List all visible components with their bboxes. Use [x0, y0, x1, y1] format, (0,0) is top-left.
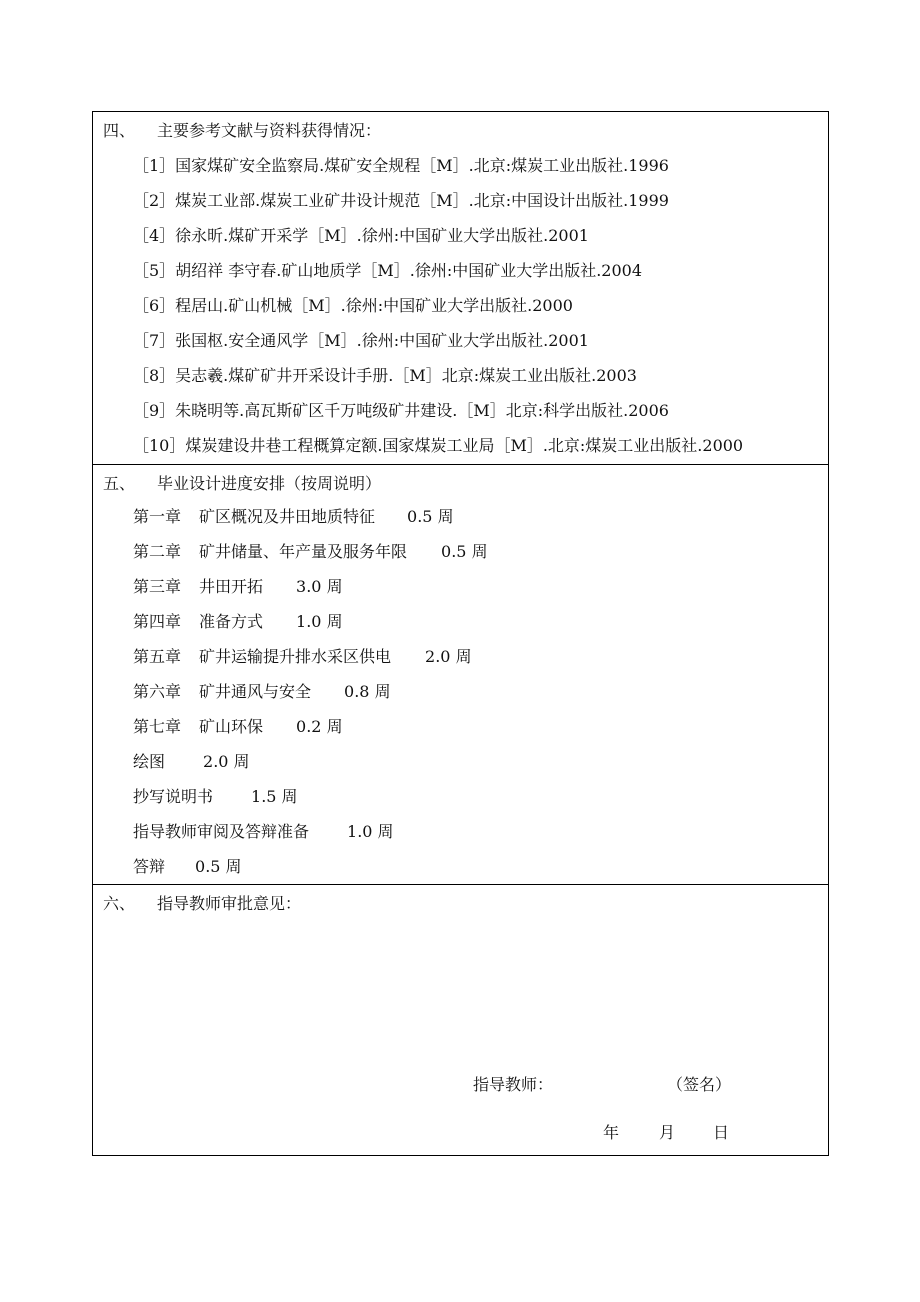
schedule-item [133, 682, 391, 702]
reference-item: ［7］张国枢.安全通风学［M］.徐州:中国矿业大学出版社.2001 [133, 331, 589, 350]
month-label: 月 [659, 1123, 676, 1142]
task-name: 抄写说明书 [133, 787, 214, 806]
section-heading [103, 474, 381, 494]
chapter-name: 矿井储量、年产量及服务年限 [199, 542, 408, 561]
chapter-duration: 0.8 周 [344, 682, 391, 701]
day-label: 日 [713, 1123, 730, 1142]
chapter-duration: 0.5 周 [441, 542, 488, 561]
schedule-item [133, 717, 343, 737]
section-heading [103, 121, 381, 141]
reference-item: ［8］吴志羲.煤矿矿井开采设计手册.［M］北京:煤炭工业出版社.2003 [133, 366, 637, 385]
schedule-item [133, 577, 343, 597]
chapter-duration: 2.0 周 [425, 647, 472, 666]
reference-item: ［6］程居山.矿山机械［M］.徐州:中国矿业大学出版社.2000 [133, 296, 573, 315]
schedule-item [133, 752, 250, 772]
section-number: 四、 [103, 121, 136, 140]
advisor-label: 指导教师： [473, 1075, 554, 1094]
reference-item: ［9］朱晓明等.高瓦斯矿区千万吨级矿井建设.［M］北京:科学出版社.2006 [133, 401, 669, 420]
schedule-item [133, 857, 242, 877]
schedule-item [133, 612, 343, 632]
task-form-table [92, 111, 829, 1156]
task-duration: 1.5 周 [251, 787, 298, 806]
schedule-item [133, 507, 454, 527]
approval-section [93, 884, 828, 1155]
section-title: 指导教师审批意见： [157, 894, 302, 913]
chapter-name: 准备方式 [199, 612, 264, 631]
task-name: 绘图 [133, 752, 166, 771]
signature-label: （签名） [667, 1075, 732, 1094]
section-title: 主要参考文献与资料获得情况： [157, 121, 382, 140]
reference-item: ［10］煤炭建设井巷工程概算定额.国家煤炭工业局［M］.北京:煤炭工业出版社.2000 [133, 436, 744, 455]
chapter-name: 矿区概况及井田地质特征 [199, 507, 376, 526]
reference-item: ［5］胡绍祥 李守春.矿山地质学［M］.徐州:中国矿业大学出版社.2004 [133, 261, 643, 280]
chapter-duration: 0.5 周 [407, 507, 454, 526]
reference-item: ［1］国家煤矿安全监察局.煤矿安全规程［M］.北京:煤炭工业出版社.1996 [133, 156, 669, 175]
chapter-label: 第一章 [133, 507, 182, 526]
reference-item: ［2］煤炭工业部.煤炭工业矿井设计规范［M］.北京:中国设计出版社.1999 [133, 191, 669, 210]
chapter-label: 第四章 [133, 612, 182, 631]
chapter-label: 第五章 [133, 647, 182, 666]
chapter-name: 矿井通风与安全 [199, 682, 312, 701]
task-duration: 1.0 周 [347, 822, 394, 841]
chapter-label: 第二章 [133, 542, 182, 561]
chapter-name: 矿井运输提升排水采区供电 [199, 647, 392, 666]
chapter-name: 矿山环保 [199, 717, 264, 736]
task-duration: 0.5 周 [195, 857, 242, 876]
section-number: 五、 [103, 474, 136, 493]
reference-item: ［4］徐永昕.煤矿开采学［M］.徐州:中国矿业大学出版社.2001 [133, 226, 589, 245]
chapter-label: 第三章 [133, 577, 182, 596]
section-title: 毕业设计进度安排（按周说明） [157, 474, 382, 493]
chapter-label: 第七章 [133, 717, 182, 736]
chapter-duration: 3.0 周 [296, 577, 343, 596]
schedule-item [133, 787, 298, 807]
section-heading [103, 894, 301, 914]
chapter-name: 井田开拓 [199, 577, 264, 596]
schedule-item [133, 647, 472, 667]
references-section [93, 112, 828, 464]
year-label: 年 [603, 1123, 620, 1142]
section-number: 六、 [103, 894, 136, 913]
chapter-duration: 1.0 周 [296, 612, 343, 631]
schedule-section [93, 464, 828, 884]
task-name: 答辩 [133, 857, 166, 876]
task-duration: 2.0 周 [203, 752, 250, 771]
schedule-item [133, 542, 488, 562]
schedule-item [133, 822, 394, 842]
chapter-label: 第六章 [133, 682, 182, 701]
task-name: 指导教师审阅及答辩准备 [133, 822, 310, 841]
chapter-duration: 0.2 周 [296, 717, 343, 736]
